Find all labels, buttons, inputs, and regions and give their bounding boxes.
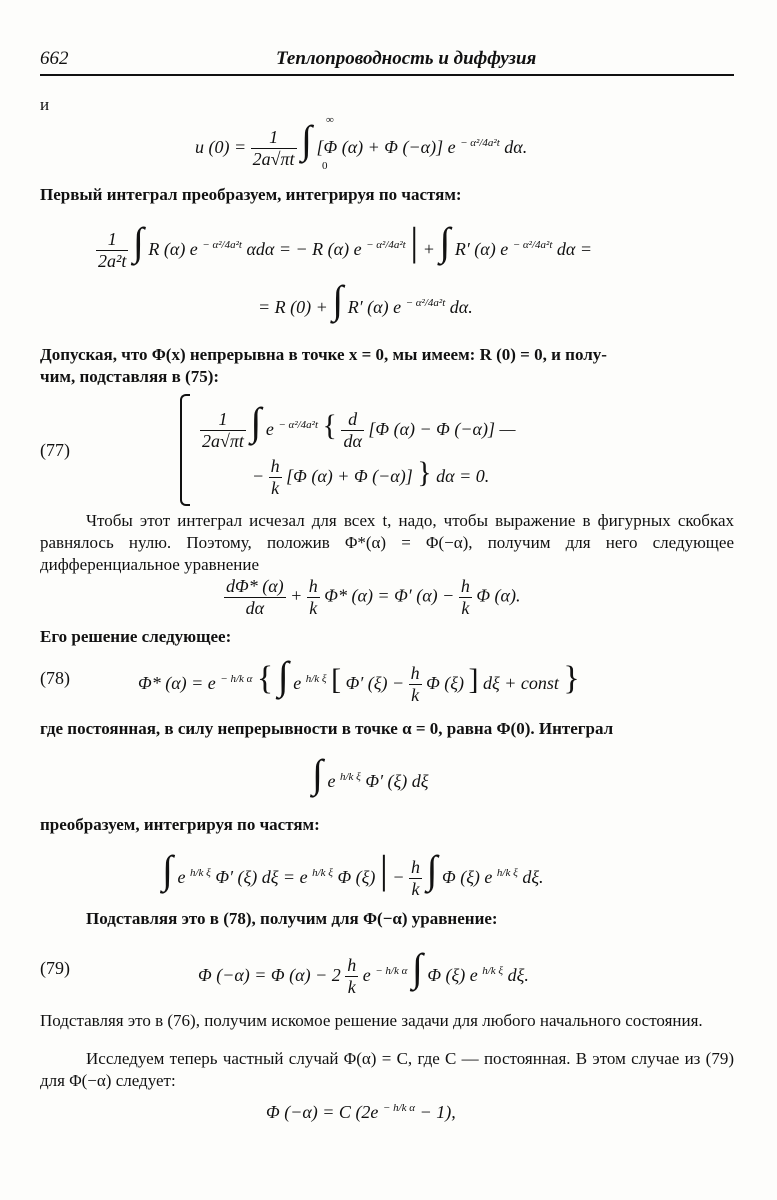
eq-de-plus: + bbox=[290, 585, 303, 606]
eq78-body: Φ′ (ξ) − bbox=[345, 673, 405, 693]
equation-integral bbox=[312, 750, 428, 797]
eq-parts-exponent-2: − α²/4a²t bbox=[366, 239, 406, 251]
equation-u0 bbox=[195, 116, 527, 170]
eq-parts2-c: dα. bbox=[449, 297, 473, 317]
eq-int-exponent: h/k ξ bbox=[339, 771, 361, 783]
eq78-exponent-1: − h/k α bbox=[220, 673, 253, 685]
evaluation-bar: | bbox=[410, 219, 419, 264]
eq-de-fraction bbox=[224, 576, 286, 619]
eq77-body2: [Φ (α) + Φ (−α)] bbox=[286, 466, 413, 486]
equation-77-line1 bbox=[200, 398, 515, 452]
eq-int-e: e bbox=[327, 771, 336, 791]
equation-final bbox=[266, 1102, 456, 1123]
paragraph-assume-line2: чим, подставляя в (75): bbox=[40, 367, 220, 386]
paragraph-substitute-76: Подставляя это в (76), получим искомое решение задачи для любого начального состояния. bbox=[40, 1011, 703, 1030]
integral-sign: ∫ bbox=[332, 277, 344, 322]
equation-parts-line2 bbox=[258, 276, 473, 323]
eq-parts-e: dα = bbox=[556, 239, 592, 259]
equation-78 bbox=[138, 652, 580, 706]
eq-parts-a: R (α) e bbox=[148, 239, 198, 259]
eq-ip-a: e bbox=[177, 867, 186, 887]
eq-final-exponent: − h/k α bbox=[382, 1102, 416, 1114]
eq78-close-bracket: ] bbox=[468, 663, 479, 696]
eq79-e: e bbox=[362, 965, 371, 985]
eq-parts2-exponent: − α²/4a²t bbox=[405, 297, 446, 309]
eq77-derivative bbox=[341, 409, 363, 452]
paragraph-substitute-78: Подставляя это в (78), получим для Φ(−α) уравнение: bbox=[86, 909, 498, 928]
eq78-h: h bbox=[410, 663, 420, 684]
eq-de-k: k bbox=[309, 598, 318, 618]
eq79-c: dξ. bbox=[507, 965, 529, 985]
eq78-k: k bbox=[411, 685, 420, 706]
eq79-h: h bbox=[347, 955, 357, 976]
eq-parts-c: + bbox=[422, 239, 435, 259]
eq-u0-lhs: u (0) = bbox=[195, 137, 247, 157]
eq-ip-b: Φ′ (ξ) dξ = e bbox=[215, 867, 308, 887]
eq77-den: 2a√πt bbox=[202, 431, 244, 452]
eq-de-k-2: k bbox=[461, 598, 470, 618]
equation-parts-line1 bbox=[96, 218, 592, 272]
limit-infinity: ∞ bbox=[326, 114, 334, 126]
eq77-d: d bbox=[341, 409, 363, 431]
eq-final-b: − 1), bbox=[419, 1102, 456, 1122]
eq-ip-h: h bbox=[411, 857, 421, 878]
eq78-exponent-2: h/k ξ bbox=[305, 673, 327, 685]
eq77-open-brace: { bbox=[322, 409, 337, 442]
eq-u0-den: 2a√πt bbox=[252, 149, 295, 170]
eq79-hk bbox=[345, 955, 358, 998]
eq78-body2: Φ (ξ) bbox=[426, 673, 465, 693]
eq-parts-fraction bbox=[96, 229, 128, 272]
eq77-num: 1 bbox=[200, 409, 246, 431]
integral-sign: ∫ bbox=[132, 219, 144, 264]
eq-ip-k: k bbox=[411, 879, 420, 900]
eq-parts2-b: R′ (α) e bbox=[347, 297, 402, 317]
eq-u0-fraction bbox=[251, 127, 297, 170]
eq78-close-brace: } bbox=[563, 660, 580, 697]
equation-number-78: (78) bbox=[40, 668, 70, 688]
eq78-open-bracket: [ bbox=[331, 663, 342, 696]
eq-u0-end: dα. bbox=[504, 137, 528, 157]
eq77-fraction bbox=[200, 409, 246, 452]
paragraph-constant: где постоянная, в силу непрерывности в точке α = 0, равна Φ(0). Интеграл bbox=[40, 719, 614, 738]
paragraph-special-case: Исследуем теперь частный случай Φ(α) = C, где C — постоянная. В этом случае из (79) для Φ(−α) следует: bbox=[40, 1049, 734, 1090]
eq-de-body3: Φ (α). bbox=[476, 585, 521, 606]
paragraph-vanish: Чтобы этот интеграл исчезал для всех t, надо, чтобы выражение в фигурных скобках равнялось нулю. Поэтому, положив Φ*(α) = Φ(−α), получим для него следующее дифференциальное уравнение bbox=[40, 511, 734, 574]
eq-ip-e: Φ (ξ) e bbox=[442, 867, 493, 887]
eq-ip-exponent: h/k ξ bbox=[189, 867, 211, 879]
paragraph-solution: Его решение следующее: bbox=[40, 627, 232, 646]
eq-de-num: dΦ* (α) bbox=[226, 576, 284, 596]
eq-int-body: Φ′ (ξ) dξ bbox=[365, 771, 429, 791]
eq-parts-d: R′ (α) e bbox=[454, 239, 509, 259]
eq78-lhs: Φ* (α) = e bbox=[138, 673, 216, 693]
integral-sign: ∫ bbox=[277, 653, 289, 698]
equation-number-79: (79) bbox=[40, 958, 70, 978]
eq77-dalpha: dα bbox=[343, 431, 362, 452]
eq77-body1: [Φ (α) − Φ (−α)] — bbox=[368, 419, 516, 439]
eq77-h: h bbox=[270, 456, 280, 477]
eq-de-body2: Φ* (α) = Φ′ (α) − bbox=[324, 585, 455, 606]
eq-final-a: Φ (−α) = C (2e bbox=[266, 1102, 379, 1122]
integral-sign: ∫ bbox=[439, 219, 451, 264]
eq79-a: Φ (−α) = Φ (α) − 2 bbox=[198, 965, 341, 985]
eq77-exponent: − α²/4a²t bbox=[278, 419, 319, 431]
eq-u0-num: 1 bbox=[251, 127, 297, 149]
integral-sign: ∫ bbox=[301, 117, 313, 162]
eq-de-h: h bbox=[308, 576, 318, 596]
conjunction-and: и bbox=[40, 95, 50, 114]
paragraph-assume-line1: Допуская, что Φ(x) непрерывна в точке x = 0, мы имеем: R (0) = 0, и полу- bbox=[40, 345, 607, 364]
eq77-end: dα = 0. bbox=[436, 466, 490, 486]
page-header bbox=[40, 44, 734, 76]
eq-de-den: dα bbox=[245, 598, 265, 618]
paragraph-integrate-by-parts: Первый интеграл преобразуем, интегрируя по частям: bbox=[40, 185, 462, 204]
eq77-k: k bbox=[271, 478, 280, 499]
page-number: 662 bbox=[40, 48, 69, 69]
integral-sign: ∫ bbox=[411, 945, 423, 990]
eq-u0-exponent: − α²/4a²t bbox=[460, 137, 500, 149]
eq79-exponent: − h/k α bbox=[375, 965, 408, 977]
integral-sign: ∫ bbox=[162, 847, 173, 892]
eq78-open-brace: { bbox=[256, 660, 274, 697]
equation-77-left-brace bbox=[180, 394, 190, 506]
eq-ip-c: Φ (ξ) bbox=[337, 867, 376, 887]
eq-parts-b: αdα = − R (α) e bbox=[246, 239, 362, 259]
eq-parts-exponent: − α²/4a²t bbox=[202, 239, 242, 251]
eq78-hk bbox=[409, 663, 422, 706]
integral-sign: ∫ bbox=[312, 751, 323, 796]
paragraph-integrate-by-parts-2: преобразуем, интегрируя по частям: bbox=[40, 815, 320, 834]
eq77-hk bbox=[269, 456, 282, 499]
limit-zero: 0 bbox=[322, 160, 328, 172]
eq-ip-exponent-3: h/k ξ bbox=[496, 867, 518, 879]
eq-parts-exponent-3: − α²/4a²t bbox=[512, 239, 553, 251]
eq77-close-brace: } bbox=[417, 456, 432, 489]
eq79-k: k bbox=[347, 977, 356, 998]
eq-ip-f: dξ. bbox=[522, 867, 544, 887]
eq-de-hk bbox=[307, 576, 320, 619]
eq79-exponent-2: h/k ξ bbox=[482, 965, 504, 977]
eq-de-hk-2 bbox=[459, 576, 472, 619]
integral-sign: ∫ bbox=[250, 399, 262, 444]
eq-de-h-2: h bbox=[460, 576, 470, 596]
equation-79 bbox=[198, 944, 529, 998]
eq-u0-body: [Φ (α) + Φ (−α)] e bbox=[316, 137, 456, 157]
equation-parts-2 bbox=[162, 846, 544, 900]
eq-ip-d: − bbox=[392, 867, 405, 887]
eq78-end: dξ + const bbox=[483, 673, 559, 693]
eq-parts-num: 1 bbox=[96, 229, 128, 251]
integral-sign: ∫ bbox=[426, 847, 438, 892]
eq-ip-exponent-2: h/k ξ bbox=[312, 867, 333, 879]
eq79-b: Φ (ξ) e bbox=[427, 965, 478, 985]
eq-parts2-a: = R (0) + bbox=[258, 297, 328, 317]
eq78-e: e bbox=[293, 673, 302, 693]
running-title: Теплопроводность и диффузия bbox=[276, 48, 537, 69]
evaluation-bar: | bbox=[379, 847, 388, 892]
eq-parts-den: 2a²t bbox=[98, 251, 127, 272]
eq-ip-hk bbox=[409, 857, 422, 900]
equation-77-line2 bbox=[252, 456, 489, 499]
eq77-l2-pre: − bbox=[252, 466, 265, 486]
equation-number-77: (77) bbox=[40, 440, 70, 460]
eq77-e: e bbox=[265, 419, 274, 439]
equation-differential bbox=[224, 576, 520, 619]
